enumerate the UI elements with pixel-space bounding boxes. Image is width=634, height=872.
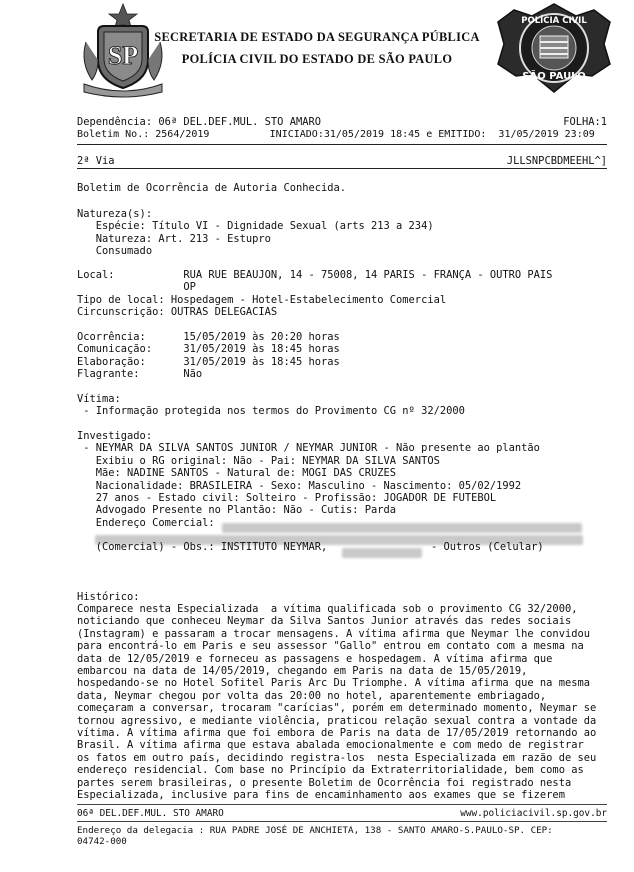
investigado-section: Investigado: - NEYMAR DA SILVA SANTOS JUNIOR / NEYMAR JUNIOR - Não presente ao plantão Exibiu o RG original: Não - Pai: NEYMAR DA SILVA SANTOS Mãe: NADINE SANTOS - Natural de: MOGI DAS CRUZES Nacionalidade: BRASILEIRA - Sexo: Masculino - Nascimento: 05/02/1992 27 anos - Estado civil: Solteiro - Profissão: JOGADOR DE FUTEBOL Advogado Presente no Plantão: Não - Cutis: Parda Endereço Comercial: <box>77 430 540 529</box>
historico-text: Comparece nesta Especializada a vítima qualificada sob o provimento CG 32/2000, noticiando que conheceu Neymar da Silva Santos Junior através das redes sociais (Instagram) e passaram a trocar mensagens. A vítima afirma que Neymar lhe convidou para encontrá-lo em Paris e seu assessor "Gallo" entrou em contato com a mesma na data de 12/05/2019 e forneceu as passagens e hospedagem. A vítima afirma que embarcou na data de 14/05/2019, chegando em Paris na data de 15/05/2019, hospedando-se no Hotel Sofitel Paris Arc Du Triomphe. A vítima afirma que na mesma data, Neymar chegou por volta das 20:00 no hotel, aparentemente embriagado, começaram a conversar, trocaram "carícias", porém em determinado momento, Neymar se tornou agressivo, e mediante violência, praticou relação sexual contra a vontade da vítima. A vítima afirma que foi embora de Paris na data de 17/05/2019 retornando ao Brasil. A vítima afirma que estava abalada emocionalmente e com medo de registrar os fatos em outro país, decidindo registra-los nesta Especializada em razão de seu endereço residencial. Com base no Princípio da Extraterritorialidade, bem como as partes serem brasileiras, o presente Boletim de Ocorrência foi registrado nesta Especializada, inclusive para fins de encaminhamento aos exames que se fizerem <box>77 603 597 802</box>
footer-dependencia: 06ª DEL.DEF.MUL. STO AMARO <box>77 808 224 819</box>
header-title-secretaria: SECRETARIA DE ESTADO DA SEGURANÇA PÚBLICA <box>154 30 480 44</box>
local-section: Local: RUA RUE BEAUJON, 14 - 75008, 14 PARIS - FRANÇA - OUTRO PAIS OP Tipo de local: Hospedagem - Hotel-Estabelecimento Comercial Circunscrição: OUTRAS DELEGACIAS <box>77 269 553 319</box>
divider <box>77 168 607 169</box>
comercial-line-end: - Outros (Celular) <box>431 541 544 553</box>
dependencia-line: Dependência: 06ª DEL.DEF.MUL. STO AMARO <box>77 116 321 128</box>
policia-civil-badge-icon <box>492 2 616 94</box>
footer-divider <box>77 804 607 805</box>
badge-top-text: POLÍCIA CIVIL <box>521 16 587 26</box>
divider <box>77 144 607 145</box>
redacted-phone <box>342 542 422 561</box>
datas-section: Ocorrência: 15/05/2019 às 20:20 horas Comunicação: 31/05/2019 às 18:45 horas Elaboração: 31/05/2019 às 18:45 horas Flagrante: Não <box>77 331 340 381</box>
badge-bottom-text: SÃO PAULO <box>522 71 586 82</box>
natureza-section: Natureza(s): Espécie: Título VI - Dignidade Sexual (arts 213 a 234) Natureza: Art. 213 - Estupro Consumado <box>77 208 434 258</box>
comercial-line: (Comercial) - Obs.: INSTITUTO NEYMAR, <box>77 541 328 553</box>
boletim-number-line: Boletim No.: 2564/2019 INICIADO:31/05/2019 18:45 e EMITIDO: 31/05/2019 23:09 <box>77 129 595 140</box>
seal-letters: SP <box>107 41 139 70</box>
via-label: 2ª Via <box>77 155 115 167</box>
sao-paulo-coat-of-arms-icon <box>78 2 168 98</box>
document-code: JLLSNPCBDMEEHL^] <box>506 155 607 167</box>
boletim-type: Boletim de Ocorrência de Autoria Conhecida. <box>77 182 346 194</box>
historico-label: Histórico: <box>77 591 140 603</box>
folha-number: FOLHA:1 <box>563 116 607 128</box>
footer-divider <box>77 821 607 822</box>
footer-address: Endereço da delegacia : RUA PADRE JOSÉ DE ANCHIETA, 138 - SANTO AMARO-S.PAULO-SP. CEP: 04742-000 <box>77 825 553 847</box>
vitima-section: Vítima: - Informação protegida nos termos do Provimento CG nº 32/2000 <box>77 393 465 418</box>
footer-website: www.policiacivil.sp.gov.br <box>460 808 607 819</box>
header-title-policia: POLÍCIA CIVIL DO ESTADO DE SÃO PAULO <box>181 52 453 66</box>
